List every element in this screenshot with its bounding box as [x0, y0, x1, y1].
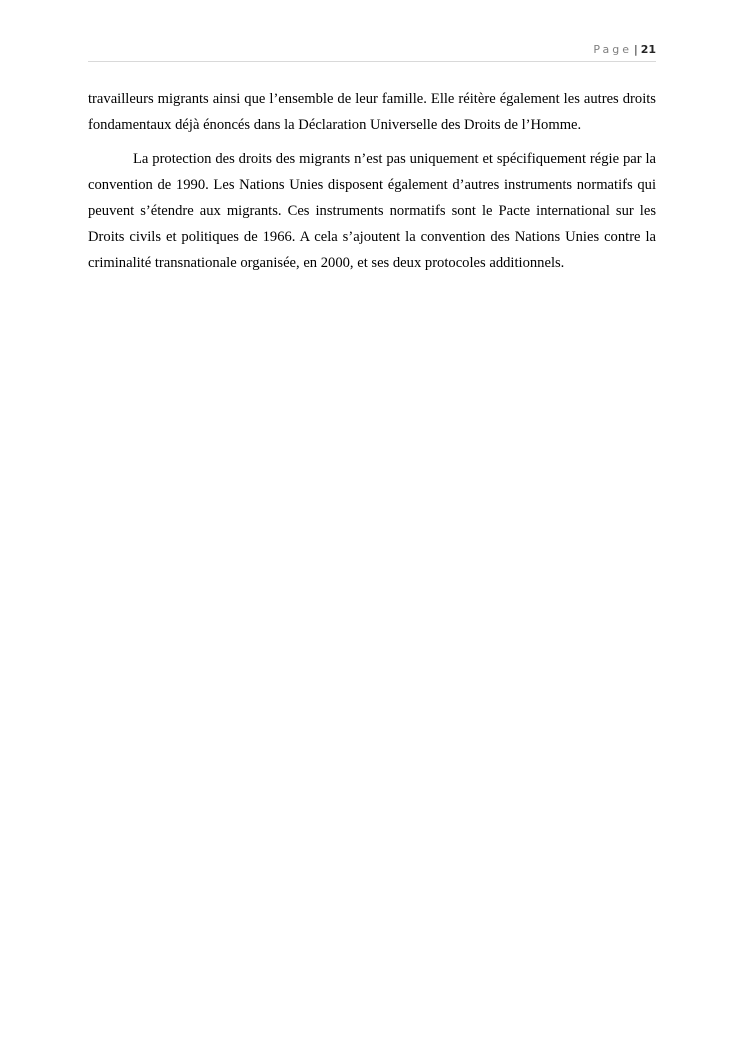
page-header	[88, 43, 656, 62]
paragraph-continuation: travailleurs migrants ainsi que l’ensemble de leur famille. Elle réitère également les autres droits fondamentaux déjà énoncés dans la Déclaration Universelle des Droits de l’Homme.	[88, 91, 656, 133]
paragraph-protection-droits: La protection des droits des migrants n’est pas uniquement et spécifiquement régie par la convention de 1990. Les Nations Unies disposent également d’autres instruments normatifs qui peuvent s’étendre aux migrants. Ces instruments normatifs sont le Pacte international sur les Droits civils et politiques de 1966. A cela s’ajoutent la convention des Nations Unies contre la criminalité transnationale organisée, en 2000, et ses deux protocoles additionnels.	[88, 151, 656, 271]
page-number-indicator	[593, 43, 656, 57]
document-body	[88, 86, 656, 284]
page-separator: |	[633, 43, 638, 56]
page-label: Page	[593, 43, 632, 56]
page-number: 21	[640, 43, 656, 56]
